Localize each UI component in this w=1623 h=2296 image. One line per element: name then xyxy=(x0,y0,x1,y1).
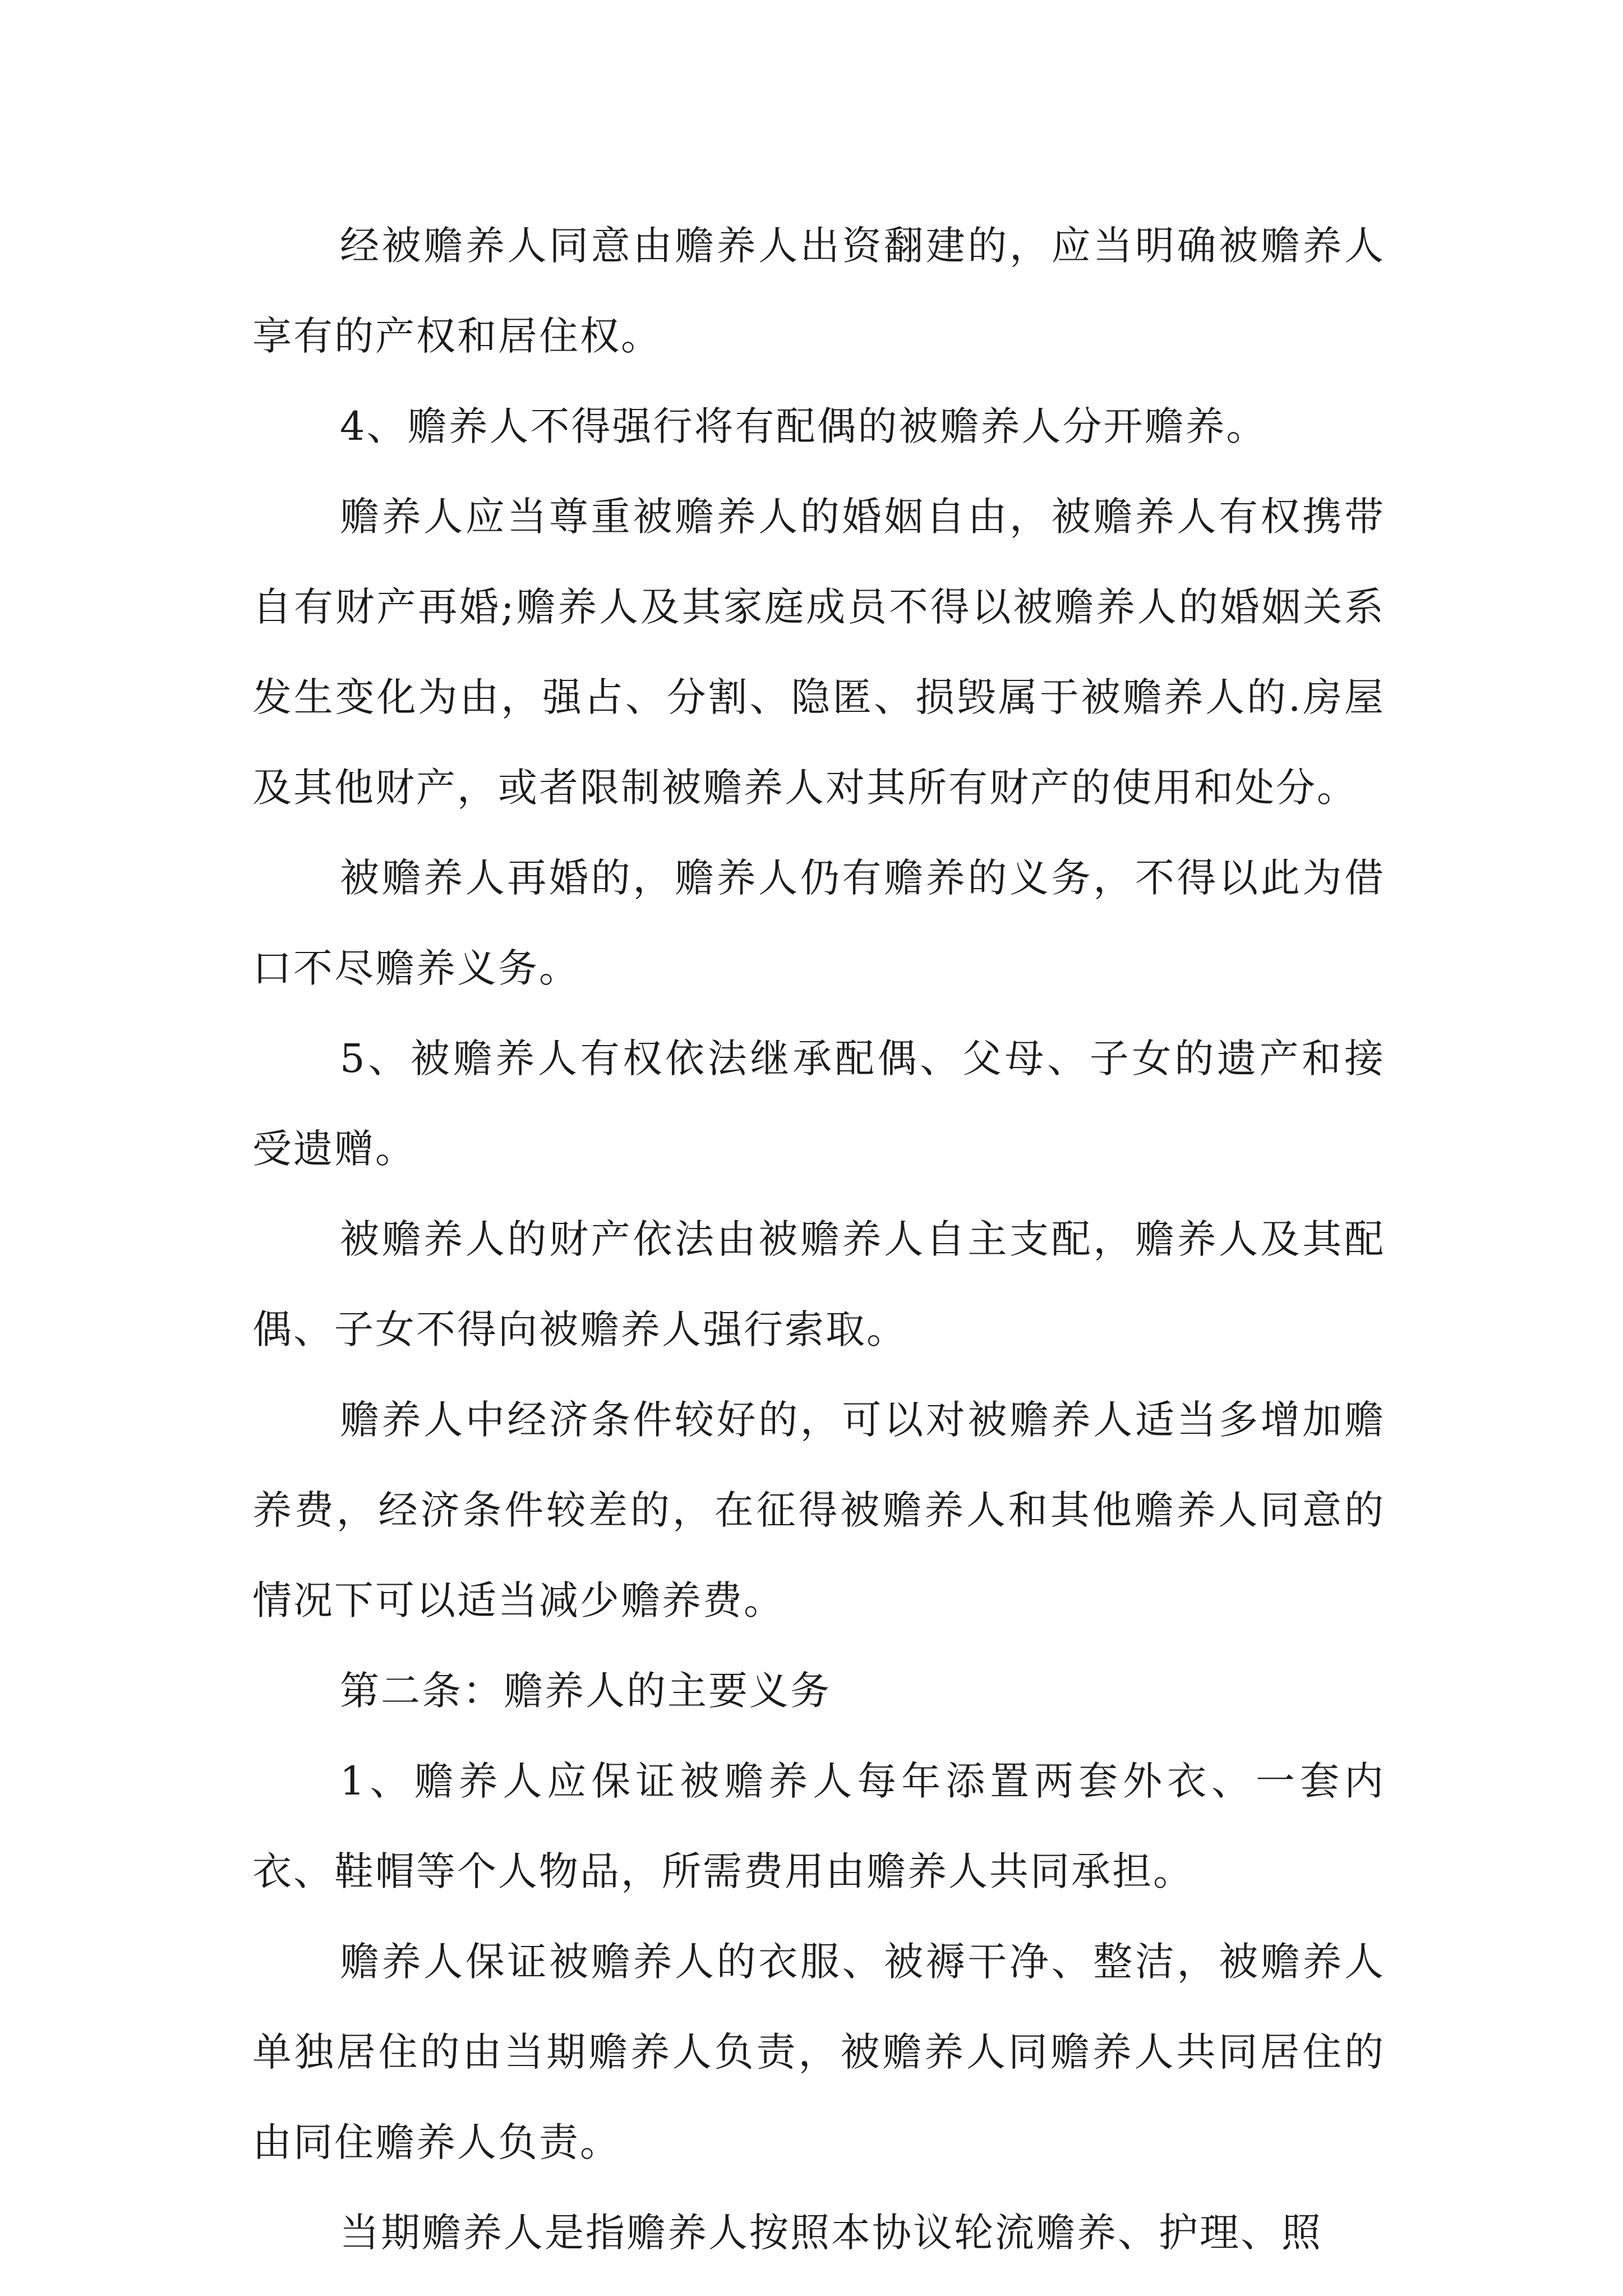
paragraph-7: 赡养人中经济条件较好的，可以对被赡养人适当多增加赡养费，经济条件较差的，在征得被赡养人和其他赡养人同意的情况下可以适当减少赡养费。 xyxy=(252,1397,1385,1623)
paragraph-3: 赡养人应当尊重被赡养人的婚姻自由，被赡养人有权携带自有财产再婚;赡养人及其家庭成员不得以被赡养人的婚姻关系发生变化为由，强占、分割、隐匿、损毁属于被赡养人的.房屋及其他财产，或者限制被赡养人对其所有财产的使用和处分。 xyxy=(252,494,1385,811)
paragraph-10: 当期赡养人是指赡养人按照本协议轮流赡养、护理、照 xyxy=(340,2210,1322,2256)
paragraph-4: 被赡养人再婚的，赡养人仍有赡养的义务，不得以此为借口不尽赡养义务。 xyxy=(252,855,1385,991)
paragraph-5: 5、被赡养人有权依法继承配偶、父母、子女的遗产和接受遗赠。 xyxy=(252,1036,1385,1172)
paragraph-9: 赡养人保证被赡养人的衣服、被褥干净、整洁，被赡养人单独居住的由当期赡养人负责，被赡养人同赡养人共同居住的由同住赡养人负责。 xyxy=(252,1939,1385,2165)
paragraph-1: 经被赡养人同意由赡养人出资翻建的，应当明确被赡养人享有的产权和居住权。 xyxy=(252,223,1385,359)
section-heading: 第二条：赡养人的主要义务 xyxy=(340,1668,831,1714)
paragraph-2: 4、赡养人不得强行将有配偶的被赡养人分开赡养。 xyxy=(340,403,1267,449)
paragraph-8: 1、赡养人应保证被赡养人每年添置两套外衣、一套内衣、鞋帽等个人物品，所需费用由赡养人共同承担。 xyxy=(252,1758,1385,1894)
paragraph-6: 被赡养人的财产依法由被赡养人自主支配，赡养人及其配偶、子女不得向被赡养人强行索取。 xyxy=(252,1216,1385,1352)
document-body xyxy=(252,201,1385,2278)
